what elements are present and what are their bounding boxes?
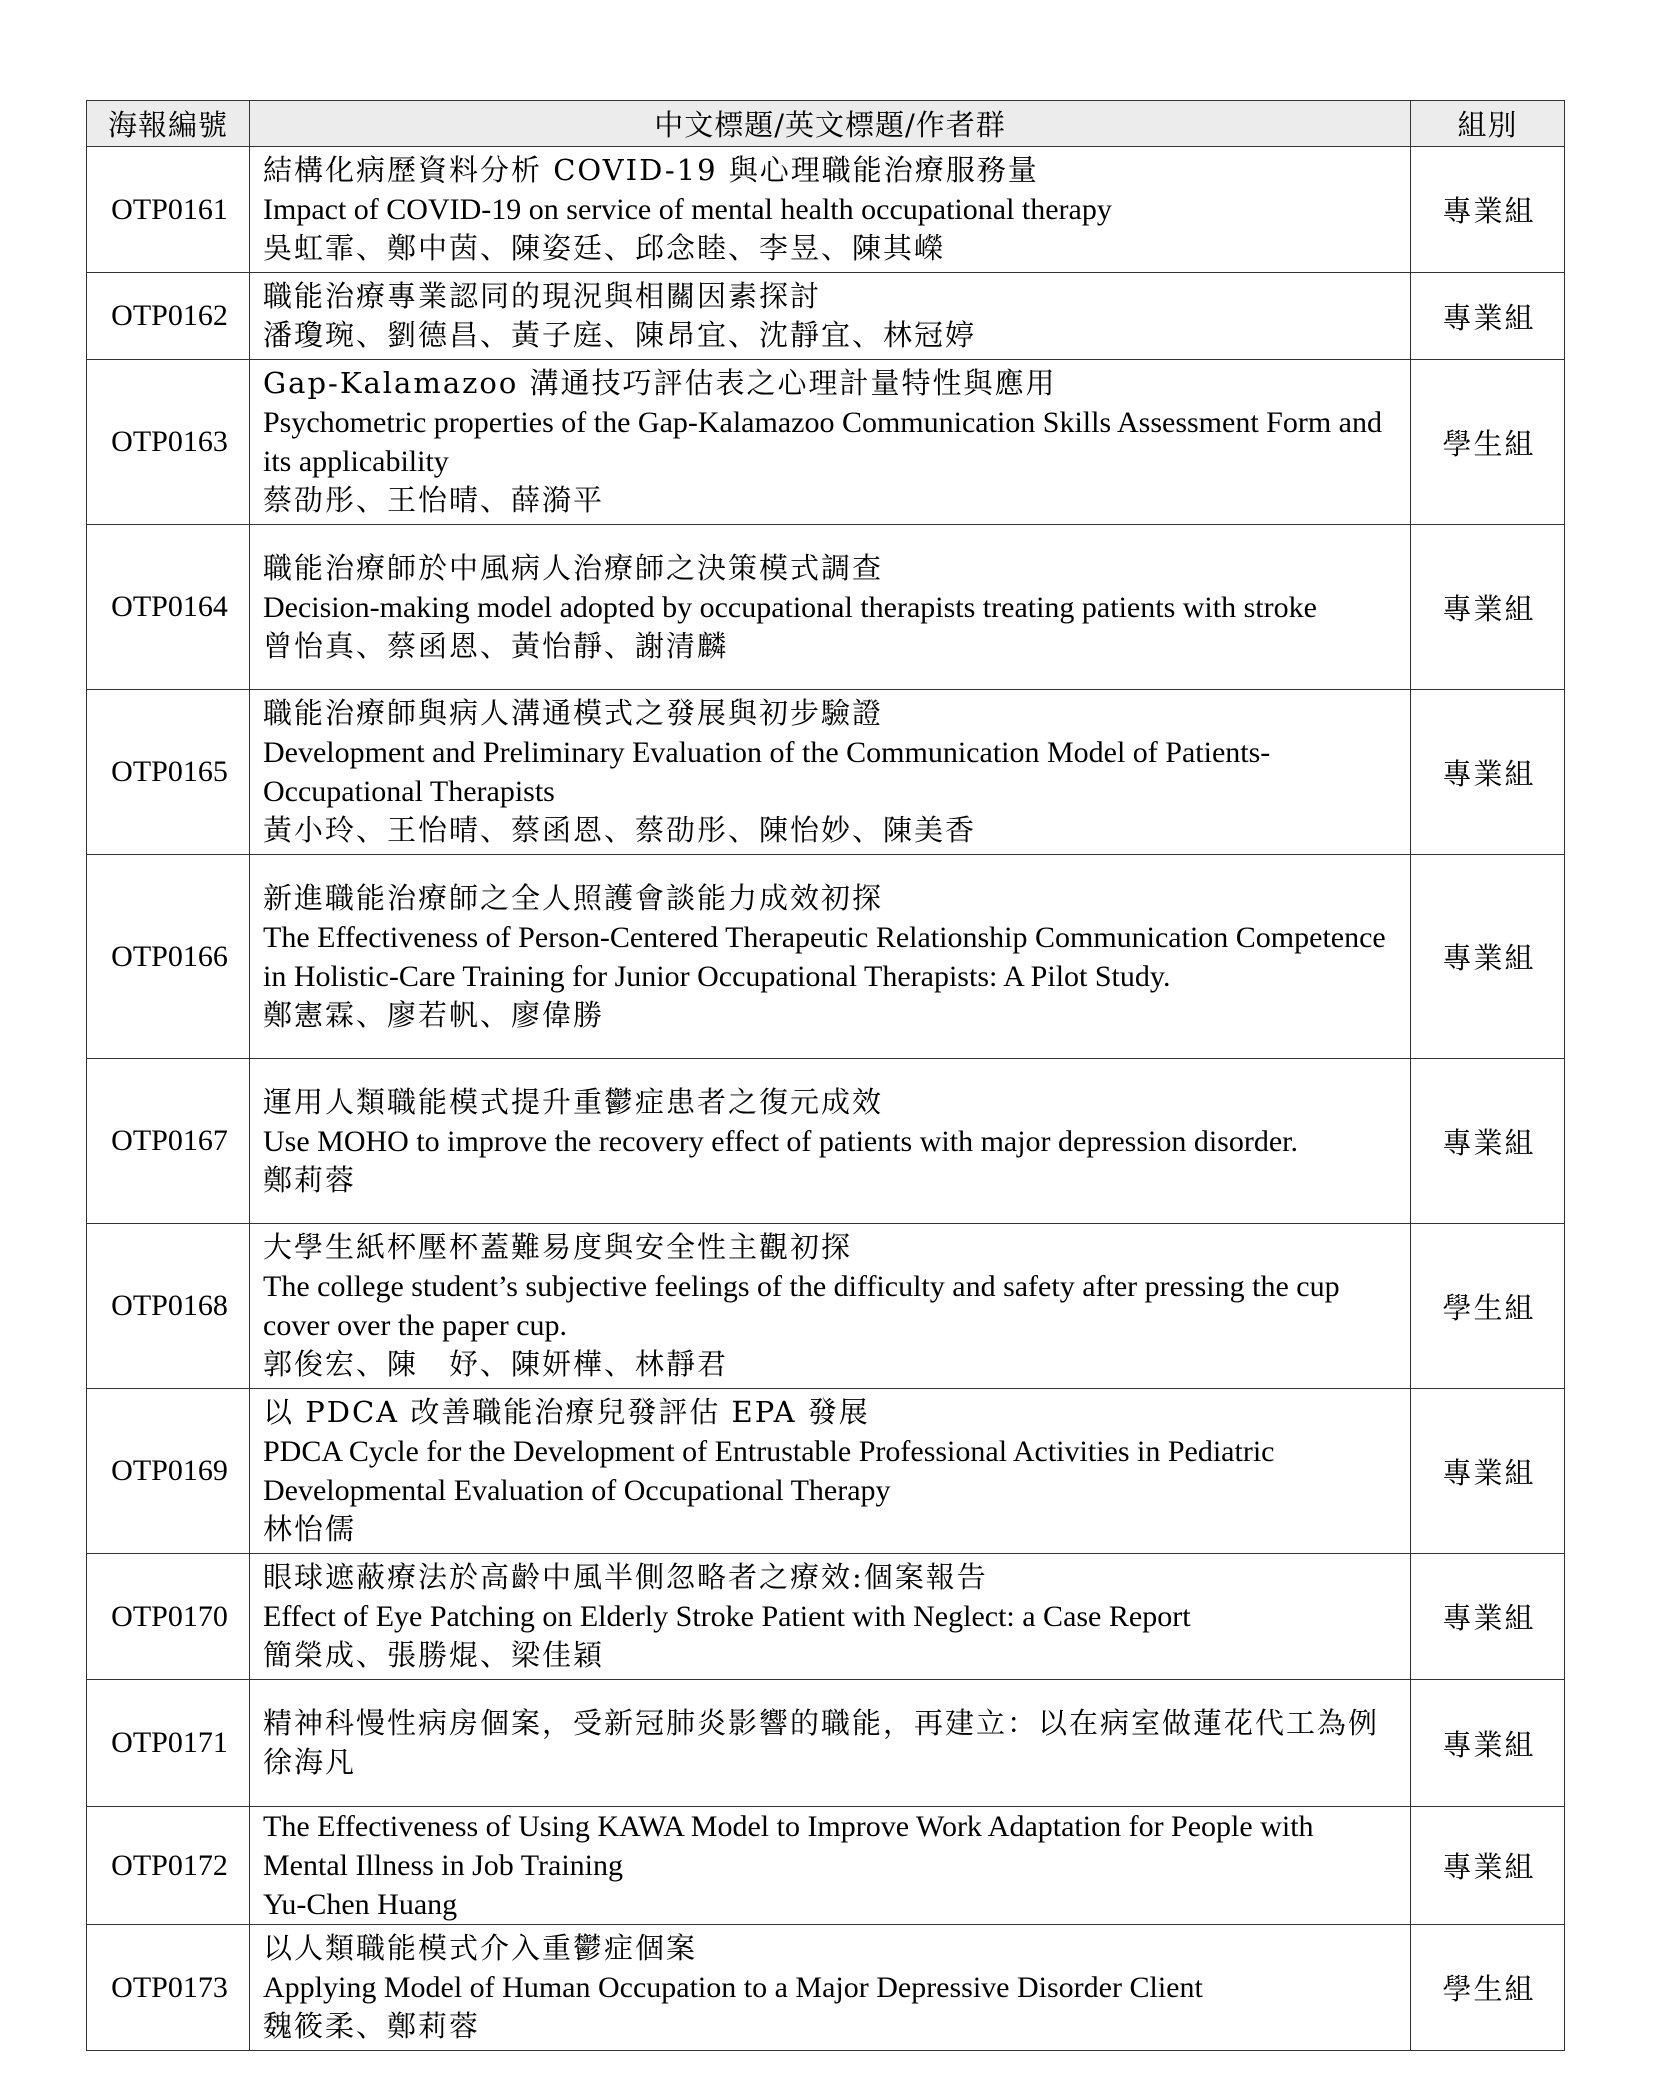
author-list: Yu-Chen Huang — [263, 1888, 458, 1921]
author-list: 鄭憲霖、廖若帆、廖偉勝 — [263, 997, 605, 1032]
title-cell — [250, 855, 1411, 1059]
author-list: 徐海凡 — [263, 1745, 357, 1779]
poster-code: OTP0173 — [87, 1925, 250, 2051]
author-list: 曾怡真、蔡函恩、黃怡靜、謝清麟 — [263, 628, 729, 663]
poster-code: OTP0163 — [87, 360, 250, 525]
table-row — [87, 1554, 1565, 1680]
author-list: 蔡劭彤、王怡晴、薛漪平 — [263, 483, 605, 517]
chinese-title: 職能治療專業認同的現況與相關因素探討 — [263, 279, 822, 313]
poster-code: OTP0168 — [87, 1224, 250, 1389]
author-list: 簡榮成、張勝焜、梁佳穎 — [263, 1638, 605, 1672]
group-label: 專業組 — [1411, 690, 1565, 855]
group-label: 專業組 — [1411, 1059, 1565, 1224]
author-list: 潘瓊琬、劉德昌、黃子庭、陳昂宜、沈靜宜、林冠婷 — [263, 318, 977, 352]
english-title: Development and Preliminary Evaluation of the Communication Model of Patients-Occupational Therapists — [263, 736, 1271, 808]
group-label: 專業組 — [1411, 1389, 1565, 1554]
group-label: 專業組 — [1411, 273, 1565, 360]
poster-code: OTP0172 — [87, 1807, 250, 1925]
header-poster-code: 海報編號 — [87, 101, 250, 147]
english-title: The Effectiveness of Using KAWA Model to Improve Work Adaptation for People with Mental Illness in Job Training — [263, 1810, 1314, 1882]
chinese-title: 以 PDCA 改善職能治療兒發評估 EPA 發展 — [263, 1395, 870, 1429]
table-row — [87, 855, 1565, 1059]
chinese-title: 精神科慢性病房個案，受新冠肺炎影響的職能，再建立：以在病室做蓮花代工為例 — [263, 1706, 1380, 1740]
title-cell — [250, 1059, 1411, 1224]
title-cell — [250, 1925, 1411, 2051]
english-title: Impact of COVID-19 on service of mental health occupational therapy — [263, 193, 1112, 226]
chinese-title: 運用人類職能模式提升重鬱症患者之復元成效 — [263, 1084, 884, 1119]
chinese-title: 職能治療師於中風病人治療師之決策模式調查 — [263, 550, 884, 585]
table-row — [87, 690, 1565, 855]
poster-code: OTP0161 — [87, 147, 250, 273]
english-title: The Effectiveness of Person-Centered Therapeutic Relationship Communication Competence in Holistic-Care Training for Junior Occupational Therapists: A Pilot Study. — [263, 920, 1386, 993]
author-list: 吳虹霏、鄭中茵、陳姿廷、邱念睦、李昱、陳其嶸 — [263, 231, 946, 265]
english-title: The college student’s subjective feelings of the difficulty and safety after pressing the cup cover over the paper cup. — [263, 1270, 1340, 1342]
group-label: 專業組 — [1411, 1680, 1565, 1807]
group-label: 專業組 — [1411, 525, 1565, 690]
author-list: 魏筱柔、鄭莉蓉 — [263, 2009, 481, 2043]
english-title: Applying Model of Human Occupation to a Major Depressive Disorder Client — [263, 1971, 1203, 2004]
table-row — [87, 525, 1565, 690]
table-row — [87, 1224, 1565, 1389]
title-cell — [250, 147, 1411, 273]
poster-code: OTP0162 — [87, 273, 250, 360]
header-group: 組別 — [1411, 101, 1565, 147]
group-label: 專業組 — [1411, 147, 1565, 273]
poster-code: OTP0167 — [87, 1059, 250, 1224]
table-row — [87, 1680, 1565, 1807]
group-label: 專業組 — [1411, 1807, 1565, 1925]
chinese-title: 新進職能治療師之全人照護會談能力成效初探 — [263, 880, 884, 915]
chinese-title: 結構化病歷資料分析 COVID-19 與心理職能治療服務量 — [263, 153, 1039, 187]
poster-code: OTP0171 — [87, 1680, 250, 1807]
english-title: Use MOHO to improve the recovery effect of patients with major depression disorder. — [263, 1124, 1298, 1158]
table-row — [87, 147, 1565, 273]
title-cell — [250, 525, 1411, 690]
title-cell — [250, 1389, 1411, 1554]
title-cell — [250, 1807, 1411, 1925]
group-label: 專業組 — [1411, 1554, 1565, 1680]
title-cell — [250, 1224, 1411, 1389]
title-cell — [250, 690, 1411, 855]
title-cell — [250, 360, 1411, 525]
table-row — [87, 273, 1565, 360]
chinese-title: 眼球遮蔽療法於高齡中風半側忽略者之療效:個案報告 — [263, 1560, 988, 1594]
chinese-title: 大學生紙杯壓杯蓋難易度與安全性主觀初探 — [263, 1230, 853, 1264]
header-title-authors: 中文標題/英文標題/作者群 — [250, 101, 1411, 147]
poster-table — [86, 100, 1565, 2051]
title-cell — [250, 1680, 1411, 1807]
poster-code: OTP0164 — [87, 525, 250, 690]
chinese-title: Gap-Kalamazoo 溝通技巧評估表之心理計量特性與應用 — [263, 366, 1057, 400]
author-list: 郭俊宏、陳 妤、陳妍樺、林靜君 — [263, 1347, 729, 1381]
table-header-row — [87, 101, 1565, 147]
group-label: 學生組 — [1411, 1224, 1565, 1389]
table-row — [87, 1059, 1565, 1224]
poster-code: OTP0166 — [87, 855, 250, 1059]
chinese-title: 以人類職能模式介入重鬱症個案 — [263, 1931, 698, 1965]
table-row — [87, 1389, 1565, 1554]
group-label: 學生組 — [1411, 1925, 1565, 2051]
author-list: 鄭莉蓉 — [263, 1162, 357, 1197]
poster-code: OTP0169 — [87, 1389, 250, 1554]
title-cell — [250, 273, 1411, 360]
table-row — [87, 1807, 1565, 1925]
poster-code: OTP0165 — [87, 690, 250, 855]
english-title: Psychometric properties of the Gap-Kalamazoo Communication Skills Assessment Form and its applicability — [263, 406, 1382, 478]
table-row — [87, 1925, 1565, 2051]
group-label: 學生組 — [1411, 360, 1565, 525]
english-title: Decision-making model adopted by occupational therapists treating patients with stroke — [263, 590, 1317, 624]
title-cell — [250, 1554, 1411, 1680]
author-list: 黃小玲、王怡晴、蔡函恩、蔡劭彤、陳怡妙、陳美香 — [263, 813, 977, 847]
english-title: Effect of Eye Patching on Elderly Stroke Patient with Neglect: a Case Report — [263, 1600, 1191, 1633]
chinese-title: 職能治療師與病人溝通模式之發展與初步驗證 — [263, 696, 884, 730]
group-label: 專業組 — [1411, 855, 1565, 1059]
author-list: 林怡儒 — [263, 1512, 357, 1546]
table-row — [87, 360, 1565, 525]
poster-code: OTP0170 — [87, 1554, 250, 1680]
english-title: PDCA Cycle for the Development of Entrustable Professional Activities in Pediatric Developmental Evaluation of Occupational Therapy — [263, 1435, 1275, 1507]
